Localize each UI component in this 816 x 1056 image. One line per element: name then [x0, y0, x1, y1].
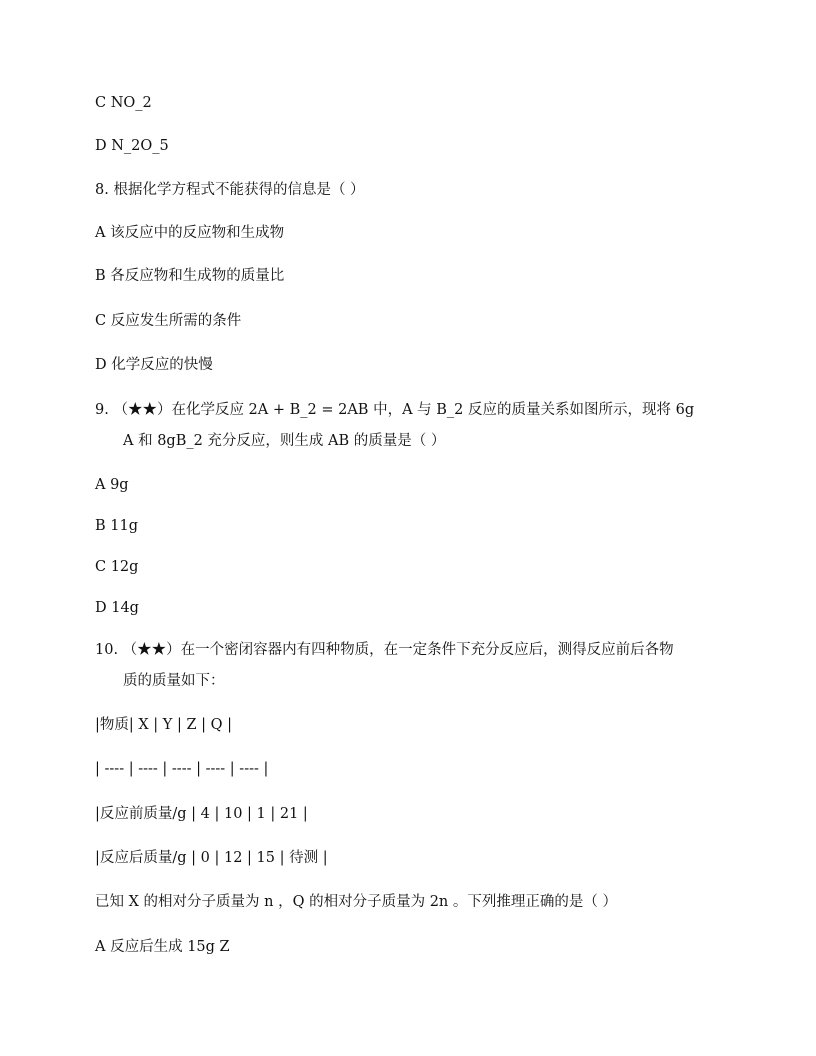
q9-option-b: B 11g — [95, 518, 138, 534]
q8-option-b: B 各反应物和生成物的质量比 — [95, 268, 285, 284]
table-row-after: |反应后质量/g | 0 | 12 | 15 | 待测 | — [95, 850, 328, 866]
option-c-no2: C NO_2 — [95, 95, 152, 111]
q10-option-a: A 反应后生成 15g Z — [95, 939, 230, 955]
question-9-line-2: A 和 8gB_2 充分反应，则生成 AB 的质量是（ ） — [123, 433, 446, 449]
q8-option-c: C 反应发生所需的条件 — [95, 313, 242, 329]
q9-option-a: A 9g — [95, 477, 129, 493]
table-row-before: |反应前质量/g | 4 | 10 | 1 | 21 | — [95, 806, 308, 822]
q9-option-d: D 14g — [95, 600, 139, 616]
question-8: 8. 根据化学方程式不能获得的信息是（ ） — [95, 182, 365, 198]
question-9-line-1: 9. （★★）在化学反应 2A + B_2 = 2AB 中，A 与 B_2 反应的质量关系如图所示，现将 6g — [95, 402, 695, 418]
question-10-line-2: 质的质量如下： — [123, 673, 225, 689]
q9-option-c: C 12g — [95, 559, 139, 575]
q8-option-a: A 该反应中的反应物和生成物 — [95, 225, 285, 241]
question-10-line-1: 10. （★★）在一个密闭容器内有四种物质，在一定条件下充分反应后，测得反应前后各物 — [95, 642, 674, 658]
table-header-row: |物质| X | Y | Z | Q | — [95, 717, 233, 733]
option-d-n2o5: D N_2O_5 — [95, 138, 169, 154]
table-separator-row: | ---- | ---- | ---- | ---- | ---- | — [95, 761, 269, 777]
q8-option-d: D 化学反应的快慢 — [95, 357, 213, 373]
question-10-stem: 已知 X 的相对分子质量为 n ，Q 的相对分子质量为 2n 。下列推理正确的是（ ） — [95, 894, 617, 910]
